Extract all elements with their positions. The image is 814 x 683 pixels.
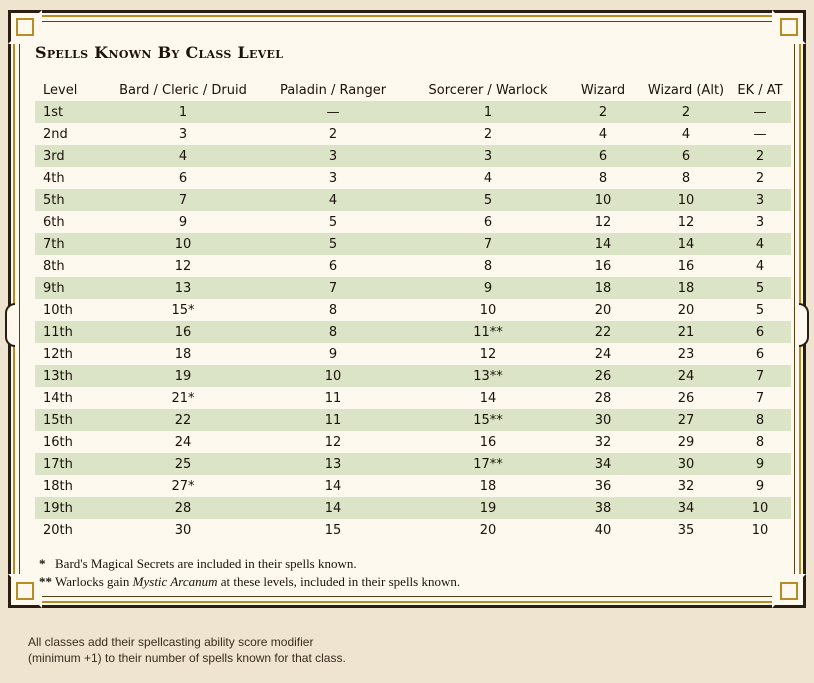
table-row <box>35 123 791 145</box>
spells-known-cell: 40 <box>594 522 612 538</box>
spells-known-cell: 8 <box>483 258 493 274</box>
spells-known-cell: 5 <box>328 236 338 252</box>
spells-known-cell: 18 <box>479 478 497 494</box>
spells-known-cell: 12 <box>174 258 192 274</box>
spells-known-cell: 26 <box>677 390 695 406</box>
spells-known-cell: 13** <box>473 368 503 384</box>
level-cell: 1st <box>43 104 64 120</box>
spells-known-cell: 6 <box>483 214 493 230</box>
level-cell: 9th <box>43 280 65 296</box>
spells-known-cell: 14 <box>677 236 695 252</box>
spells-known-cell: 10 <box>479 302 497 318</box>
corner-ornament-bottom-left <box>8 574 42 608</box>
level-cell: 5th <box>43 192 65 208</box>
spells-known-cell: 13 <box>324 456 342 472</box>
level-cell: 13th <box>43 368 73 384</box>
spells-known-cell: 3 <box>328 148 338 164</box>
table-row <box>35 475 791 497</box>
spells-known-cell: 24 <box>594 346 612 362</box>
table-frame <box>8 10 806 608</box>
table-row <box>35 409 791 431</box>
spells-known-cell: 9 <box>328 346 338 362</box>
spells-known-cell: 29 <box>677 434 695 450</box>
corner-ornament-top-left <box>8 10 42 44</box>
level-cell: 11th <box>43 324 73 340</box>
spells-known-cell: 13 <box>174 280 192 296</box>
spells-known-cell: 6 <box>755 346 765 362</box>
level-cell: 18th <box>43 478 73 494</box>
table-row <box>35 343 791 365</box>
spells-known-cell: 10 <box>324 368 342 384</box>
spells-known-cell: 3 <box>328 170 338 186</box>
footnotes <box>39 555 460 591</box>
table-row <box>35 211 791 233</box>
spells-known-cell: 36 <box>594 478 612 494</box>
spells-known-cell: 10 <box>751 522 769 538</box>
spells-known-cell: 8 <box>755 412 765 428</box>
footnote-emphasis: Mystic Arcanum <box>132 574 218 589</box>
spells-known-cell: 27* <box>171 478 195 494</box>
spells-known-cell: 5 <box>755 280 765 296</box>
side-notch-left <box>5 303 15 347</box>
level-cell: 12th <box>43 346 73 362</box>
spells-known-cell: 16 <box>677 258 695 274</box>
level-cell: 3rd <box>43 148 65 164</box>
spells-known-cell: 4 <box>755 236 765 252</box>
spells-known-cell: 18 <box>174 346 192 362</box>
spells-known-cell: 5 <box>483 192 493 208</box>
level-cell: 8th <box>43 258 65 274</box>
spells-known-table <box>35 79 791 541</box>
spells-known-cell: 9 <box>178 214 188 230</box>
spells-known-cell: 28 <box>174 500 192 516</box>
table-title: Spells Known By Class Level <box>35 43 284 62</box>
spells-known-cell: 4 <box>328 192 338 208</box>
level-cell: 4th <box>43 170 65 186</box>
table-row <box>35 431 791 453</box>
spells-known-cell: 3 <box>483 148 493 164</box>
spells-known-cell: 12 <box>479 346 497 362</box>
footnote-text-prefix: Warlocks gain <box>55 574 133 589</box>
side-notch-right <box>799 303 809 347</box>
spells-known-cell: — <box>753 126 767 142</box>
spells-known-cell: 23 <box>677 346 695 362</box>
level-cell: 20th <box>43 522 73 538</box>
spells-known-cell: 14 <box>324 478 342 494</box>
table-row <box>35 255 791 277</box>
spells-known-cell: 18 <box>677 280 695 296</box>
spells-known-cell: 19 <box>479 500 497 516</box>
spells-known-cell: 12 <box>324 434 342 450</box>
spells-known-cell: 24 <box>174 434 192 450</box>
spells-known-cell: 8 <box>755 434 765 450</box>
level-cell: 10th <box>43 302 73 318</box>
spells-known-cell: 8 <box>328 324 338 340</box>
column-header: Paladin / Ranger <box>279 82 387 98</box>
column-header: Bard / Cleric / Druid <box>119 82 247 98</box>
spells-known-cell: 6 <box>755 324 765 340</box>
spells-known-cell: 15* <box>171 302 195 318</box>
spells-known-cell: 16 <box>174 324 192 340</box>
spells-known-cell: 12 <box>594 214 612 230</box>
footnote-mark: ** <box>39 574 52 589</box>
column-header: EK / AT <box>737 82 783 98</box>
table-row <box>35 277 791 299</box>
spells-known-cell: 10 <box>751 500 769 516</box>
spells-known-cell: 34 <box>594 456 612 472</box>
spells-known-cell: 7 <box>328 280 338 296</box>
spells-known-cell: 8 <box>328 302 338 318</box>
spells-known-cell: 15 <box>324 522 342 538</box>
footer-line: All classes add their spellcasting ability score modifier <box>28 635 314 649</box>
table-body <box>35 101 791 541</box>
header-row <box>35 79 791 101</box>
spells-known-cell: 26 <box>594 368 612 384</box>
spells-known-cell: 10 <box>594 192 612 208</box>
spells-known-cell: 16 <box>594 258 612 274</box>
corner-ornament-bottom-right <box>772 574 806 608</box>
spells-known-cell: 15** <box>473 412 503 428</box>
spells-known-cell: 7 <box>755 390 765 406</box>
spells-known-cell: 22 <box>174 412 192 428</box>
spells-known-cell: 4 <box>178 148 188 164</box>
spells-known-cell: 14 <box>594 236 612 252</box>
table-row <box>35 189 791 211</box>
spells-known-cell: 8 <box>598 170 608 186</box>
spells-known-cell: 27 <box>677 412 695 428</box>
spells-known-cell: 6 <box>178 170 188 186</box>
spells-known-cell: 32 <box>677 478 695 494</box>
corner-ornament-top-right <box>772 10 806 44</box>
spells-known-cell: 20 <box>677 302 695 318</box>
level-cell: 16th <box>43 434 73 450</box>
spells-known-cell: 4 <box>681 126 691 142</box>
level-cell: 2nd <box>43 126 68 142</box>
spells-known-cell: 14 <box>324 500 342 516</box>
table-row <box>35 365 791 387</box>
spells-known-cell: 25 <box>174 456 192 472</box>
footnote-mark: * <box>39 556 46 571</box>
spells-known-cell: 18 <box>594 280 612 296</box>
spells-known-cell: 5 <box>328 214 338 230</box>
level-cell: 17th <box>43 456 73 472</box>
footnote-text-suffix: at these levels, included in their spells known. <box>217 574 461 589</box>
table-header <box>35 79 791 101</box>
table-row <box>35 233 791 255</box>
spells-known-cell: 30 <box>677 456 695 472</box>
table-row <box>35 387 791 409</box>
spells-known-cell: 35 <box>677 522 695 538</box>
table-row <box>35 167 791 189</box>
spells-known-cell: 2 <box>681 104 691 120</box>
spells-known-cell: 19 <box>174 368 192 384</box>
level-cell: 15th <box>43 412 73 428</box>
spells-known-cell: 9 <box>755 456 765 472</box>
spells-known-cell: 2 <box>328 126 338 142</box>
spells-known-cell: 3 <box>755 192 765 208</box>
level-cell: 19th <box>43 500 73 516</box>
table-row <box>35 519 791 541</box>
spells-known-cell: 10 <box>174 236 192 252</box>
spells-known-cell: 2 <box>755 148 765 164</box>
spells-known-cell: 30 <box>174 522 192 538</box>
spells-known-cell: 5 <box>755 302 765 318</box>
spells-known-cell: 38 <box>594 500 612 516</box>
footer-line: (minimum +1) to their number of spells known for that class. <box>28 651 346 665</box>
spells-known-cell: 2 <box>598 104 608 120</box>
spells-known-cell: 3 <box>178 126 188 142</box>
spells-known-cell: — <box>753 104 767 120</box>
spells-known-cell: 10 <box>677 192 695 208</box>
table-row <box>35 145 791 167</box>
spells-known-cell: 2 <box>483 126 493 142</box>
spells-known-cell: 14 <box>479 390 497 406</box>
spells-known-cell: 17** <box>473 456 503 472</box>
spells-known-cell: 11 <box>324 390 342 406</box>
spells-known-cell: 6 <box>328 258 338 274</box>
spells-known-cell: 28 <box>594 390 612 406</box>
spells-known-cell: 4 <box>598 126 608 142</box>
spells-known-cell: 4 <box>483 170 493 186</box>
table-row <box>35 299 791 321</box>
table-row <box>35 101 791 123</box>
column-header: Level <box>43 82 78 98</box>
spells-known-cell: 3 <box>755 214 765 230</box>
footnote-text: Bard's Magical Secrets are included in their spells known. <box>55 556 357 571</box>
spells-known-cell: — <box>326 104 340 120</box>
spells-known-cell: 30 <box>594 412 612 428</box>
spells-known-cell: 6 <box>598 148 608 164</box>
spells-known-cell: 22 <box>594 324 612 340</box>
spells-known-cell: 21 <box>677 324 695 340</box>
spells-known-cell: 7 <box>483 236 493 252</box>
column-header: Sorcerer / Warlock <box>428 82 548 98</box>
table-row <box>35 497 791 519</box>
footnote-double <box>39 573 460 591</box>
level-cell: 6th <box>43 214 65 230</box>
spells-known-cell: 2 <box>755 170 765 186</box>
spells-known-cell: 16 <box>479 434 497 450</box>
spells-known-cell: 24 <box>677 368 695 384</box>
spells-known-cell: 12 <box>677 214 695 230</box>
spells-known-cell: 11** <box>473 324 503 340</box>
column-header: Wizard <box>580 82 626 98</box>
level-cell: 14th <box>43 390 73 406</box>
footer-note <box>28 634 448 666</box>
spells-known-cell: 20 <box>594 302 612 318</box>
spells-known-cell: 20 <box>479 522 497 538</box>
footnote-single <box>39 555 460 573</box>
spells-known-cell: 1 <box>483 104 493 120</box>
spells-known-cell: 1 <box>178 104 188 120</box>
spells-known-cell: 7 <box>755 368 765 384</box>
spells-known-cell: 9 <box>483 280 493 296</box>
spells-known-cell: 11 <box>324 412 342 428</box>
spells-known-cell: 34 <box>677 500 695 516</box>
spells-known-cell: 4 <box>755 258 765 274</box>
spells-known-cell: 9 <box>755 478 765 494</box>
spells-known-cell: 6 <box>681 148 691 164</box>
spells-known-cell: 8 <box>681 170 691 186</box>
table-row <box>35 321 791 343</box>
spells-known-cell: 21* <box>171 390 195 406</box>
column-header: Wizard (Alt) <box>647 82 725 98</box>
level-cell: 7th <box>43 236 65 252</box>
spells-known-cell: 32 <box>594 434 612 450</box>
spells-known-cell: 7 <box>178 192 188 208</box>
table-row <box>35 453 791 475</box>
